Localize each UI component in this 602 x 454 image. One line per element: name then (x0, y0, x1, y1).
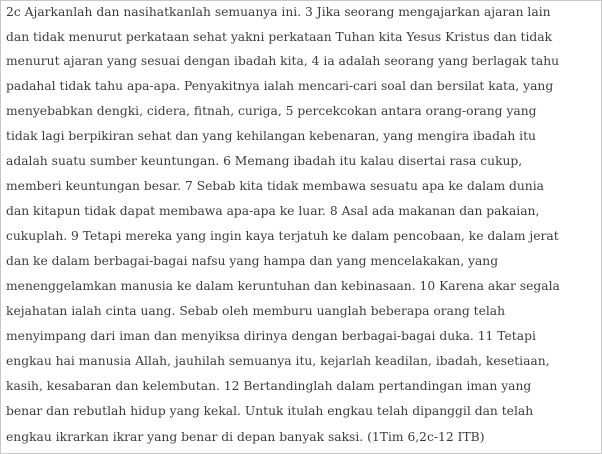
passage-line-17: benar dan rebutlah hidup yang kekal. Untuk itulah engkau telah dipanggil dan telah (6, 404, 534, 418)
passage-line-4: padahal tidak tahu apa-apa. Penyakitnya ialah mencari-cari soal dan bersilat kata, yang (6, 79, 554, 93)
passage-line-14: menyimpang dari iman dan menyiksa dirinya dengan berbagai-bagai duka. 11 Tetapi (6, 329, 536, 343)
passage-line-2: dan tidak menurut perkataan sehat yakni perkataan Tuhan kita Yesus Kristus dan tidak (6, 30, 553, 44)
passage-line-8: memberi keuntungan besar. 7 Sebab kita tidak membawa sesuatu apa ke dalam dunia (6, 179, 544, 193)
passage-line-9: dan kitapun tidak dapat membawa apa-apa ke luar. 8 Asal ada makanan dan pakaian, (6, 204, 540, 218)
passage-line-16: kasih, kesabaran dan kelembutan. 12 Bertandinglah dalam pertandingan iman yang (6, 379, 532, 393)
passage-line-3: menurut ajaran yang sesuai dengan ibadah kita, 4 ia adalah seorang yang berlagak tahu (6, 54, 560, 68)
passage-line-10: cukuplah. 9 Tetapi mereka yang ingin kaya terjatuh ke dalam pencobaan, ke dalam jerat (6, 229, 559, 243)
passage-line-6: tidak lagi berpikiran sehat dan yang kehilangan kebenaran, yang mengira ibadah itu (6, 129, 536, 143)
passage-line-13: kejahatan ialah cinta uang. Sebab oleh memburu uanglah beberapa orang telah (6, 304, 506, 318)
passage-line-1: 2c Ajarkanlah dan nasihatkanlah semuanya ini. 3 Jika seorang mengajarkan ajaran lain (6, 5, 551, 19)
passage-line-11: dan ke dalam berbagai-bagai nafsu yang hampa dan yang mencelakakan, yang (6, 254, 499, 268)
passage-line-7: adalah suatu sumber keuntungan. 6 Memang ibadah itu kalau disertai rasa cukup, (6, 154, 523, 168)
passage-line-15: engkau hai manusia Allah, jauhilah semuanya itu, kejarlah keadilan, ibadah, kesetiaan, (6, 354, 550, 368)
passage-line-5: menyebabkan dengki, cidera, fitnah, curiga, 5 percekcokan antara orang-orang yang (6, 104, 537, 118)
passage-line-18: engkau ikrarkan ikrar yang benar di depan banyak saksi. (1Tim 6,2c-12 ITB) (6, 430, 485, 444)
passage-line-12: menenggelamkan manusia ke dalam keruntuhan dan kebinasaan. 10 Karena akar segala (6, 279, 560, 293)
